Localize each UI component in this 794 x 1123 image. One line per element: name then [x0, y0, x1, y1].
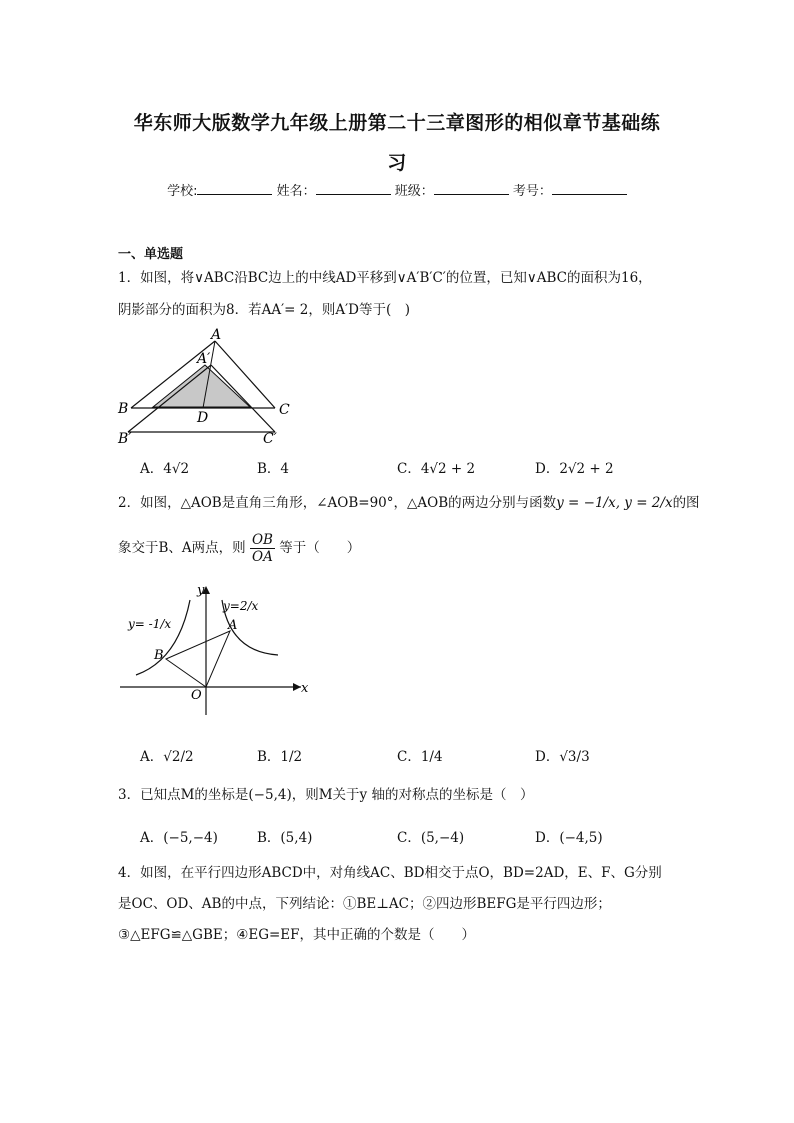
school-blank[interactable] [197, 182, 272, 195]
q2-line1-tail: 的图 [672, 495, 700, 511]
axis-x-label: x [301, 681, 308, 696]
label-B: B [118, 401, 129, 417]
q4-line2: 是OC、OD、AB的中点，下列结论：①BE⊥AC；②四边形BEFG是平行四边形； [118, 896, 611, 912]
q1-option-c[interactable]: C．4√2 + 2 [397, 461, 476, 477]
label-C-prime: C′ [263, 431, 277, 447]
q2-line1 [118, 493, 700, 513]
q2-option-c[interactable]: C．1/4 [397, 749, 443, 765]
class-label: 班级： [394, 184, 434, 199]
name-blank[interactable] [316, 182, 391, 195]
q3-option-c[interactable]: C．(5,−4) [397, 830, 465, 846]
q2-line2-text: 象交于B、A两点，则 [118, 540, 246, 556]
q4-line1: 4．如图，在平行四边形ABCD中，对角线AC、BD相交于点O，BD=2AD，E、F、G分别 [118, 865, 662, 881]
q2-line2-tail: 等于（ ） [279, 540, 361, 556]
q2-fraction [250, 532, 275, 565]
number-blank[interactable] [552, 182, 627, 195]
q4-line3: ③△EFG≌△GBE；④EG=EF，其中正确的个数是（ ） [118, 927, 476, 943]
section-heading: 一、单选题 [118, 247, 184, 262]
q1-figure [115, 325, 305, 447]
q1-option-b[interactable]: B．4 [257, 461, 290, 477]
q3-option-d[interactable]: D．(−4,5) [535, 830, 603, 846]
q2-function-expr: y = −1/x, y = 2/x [556, 495, 673, 511]
q1-line2: 阴影部分的面积为8．若AA′= 2，则A′D等于( ) [118, 302, 411, 318]
school-label: 学校: [167, 184, 198, 199]
q1-option-d[interactable]: D．2√2 + 2 [535, 461, 614, 477]
number-label: 考号： [512, 184, 552, 199]
doc-title-line2: 习 [387, 152, 407, 174]
doc-title-line1: 华东师大版数学九年级上册第二十三章图形的相似章节基础练 [133, 112, 661, 134]
q3-line1: 3．已知点M的坐标是(−5,4)，则M关于y 轴的对称点的坐标是（ ） [118, 787, 534, 803]
label-B: B [154, 648, 164, 663]
q2-line1-text: 2．如图，△AOB是直角三角形，∠AOB=90°，△AOB的两边分别与函数 [118, 495, 557, 511]
q2-option-d[interactable]: D．√3/3 [535, 749, 590, 765]
q2-line2 [118, 532, 360, 565]
class-blank[interactable] [434, 182, 509, 195]
label-A-prime: A′ [197, 351, 211, 367]
q3-option-b[interactable]: B．(5,4) [257, 830, 313, 846]
label-C: C [279, 402, 290, 418]
func-label-right: y=2/x [223, 599, 259, 613]
q2-fraction-denominator: OA [252, 549, 273, 565]
label-D: D [197, 410, 209, 426]
axis-y-label: y [197, 583, 205, 598]
q2-option-b[interactable]: B．1/2 [257, 749, 303, 765]
curve-neg-1-over-x [136, 600, 190, 675]
q1-option-a[interactable]: A．4√2 [140, 461, 190, 477]
name-label: 姓名： [276, 184, 316, 199]
student-info [0, 180, 794, 199]
label-A: A [228, 618, 238, 633]
q2-figure [118, 580, 308, 720]
q1-line1: 1．如图，将∨ABC沿BC边上的中线AD平移到∨A′B′C′的位置，已知∨ABC的面积为16， [118, 270, 652, 286]
label-O: O [191, 688, 202, 703]
label-A: A [211, 327, 222, 343]
q3-option-a[interactable]: A．(−5,−4) [140, 830, 218, 846]
q2-fraction-numerator: OB [251, 532, 273, 548]
label-B-prime: B′ [118, 431, 132, 447]
q2-option-a[interactable]: A．√2/2 [140, 749, 194, 765]
func-label-left: y= -1/x [128, 617, 172, 631]
